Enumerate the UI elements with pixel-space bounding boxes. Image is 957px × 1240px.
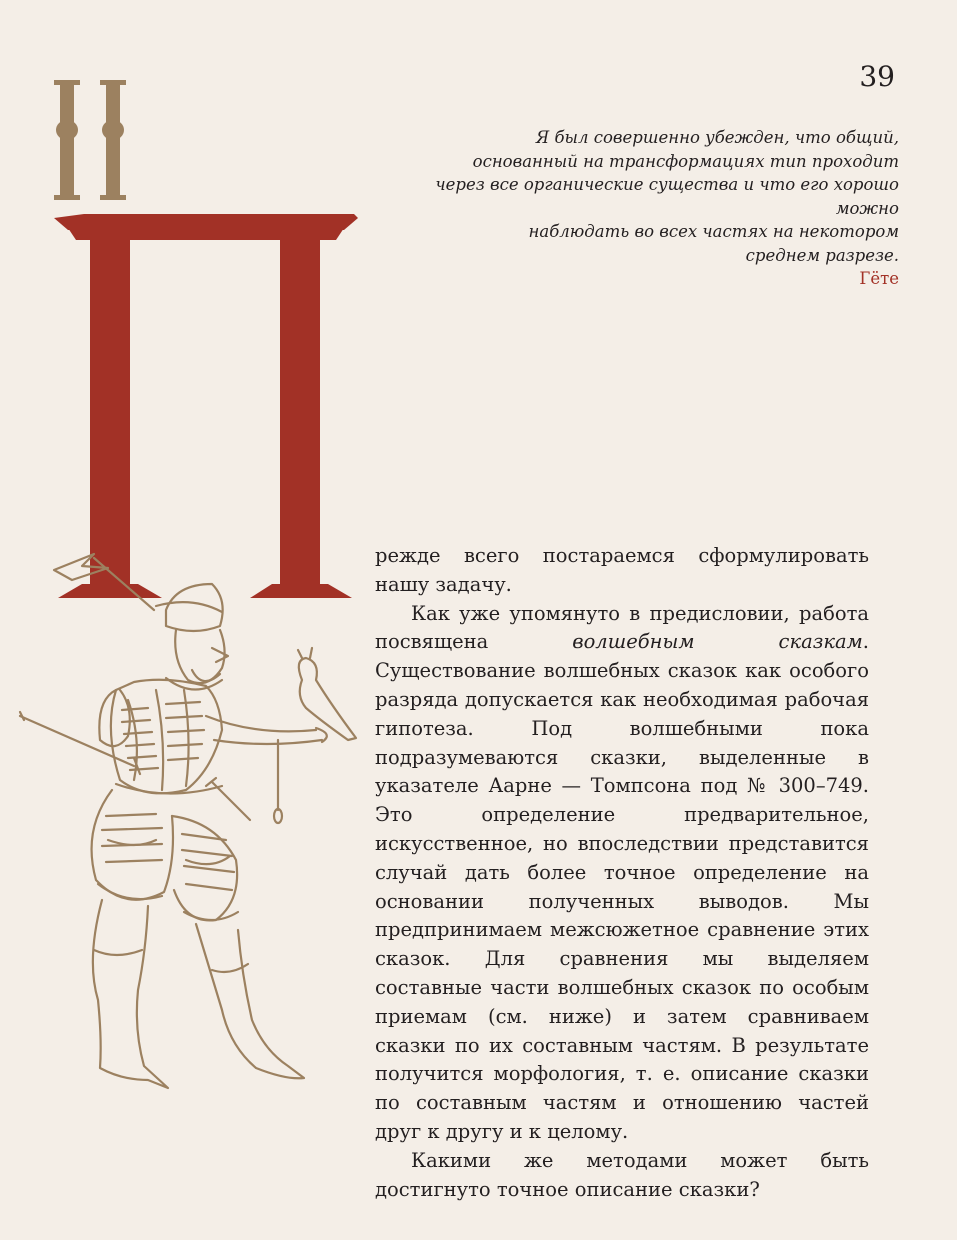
- chapter-numeral: [54, 80, 126, 202]
- epigraph-author: Гёте: [859, 269, 899, 288]
- falconer-illustration: [16, 540, 362, 1090]
- paragraph-text: . Существование волшебных сказок как особого разряда допускается как необходимая рабочая гипотеза. Под волшебными пока подразумеваются сказки, выделенные в указателе Аарне — Томпсона под № 300–749. Это определение предварительное, искусственное, но впоследствии представится случай дать более точное определение на основании полученных выводов. Мы предпринимаем межсюжетное сравнение этих сказок. Для сравнения мы выделяем составные части волшебных сказок по особым приемам (см. ниже) и затем сравниваем сказки по их составным частям. В результате получится морфология, т. е. описание сказки по составным частям и отношению частей друг к другу и к целому.: [375, 630, 869, 1143]
- body-text: [375, 542, 869, 1204]
- page-number: 39: [859, 60, 895, 93]
- epigraph-line: среднем разрезе.: [745, 245, 899, 265]
- paragraph: режде всего постараемся сформулировать нашу задачу.: [375, 544, 869, 596]
- epigraph-line: основанный на трансформациях тип проходит: [472, 151, 899, 171]
- paragraph: Какими же методами может быть достигнуто точное описание сказки?: [375, 1148, 869, 1201]
- paragraph: [375, 600, 869, 1147]
- epigraph-line: Я был совершенно убежден, что общий,: [535, 128, 899, 147]
- epigraph-line: наблюдать во всех частях на некотором: [528, 222, 899, 241]
- paragraph-text: Как уже упомянуто в предисловии, работа посвящена: [375, 601, 869, 654]
- epigraph-line: через все органические существа и что его хорошо можно: [435, 175, 899, 218]
- epigraph: [379, 126, 899, 291]
- emphasis-text: волшебным сказкам: [572, 630, 863, 654]
